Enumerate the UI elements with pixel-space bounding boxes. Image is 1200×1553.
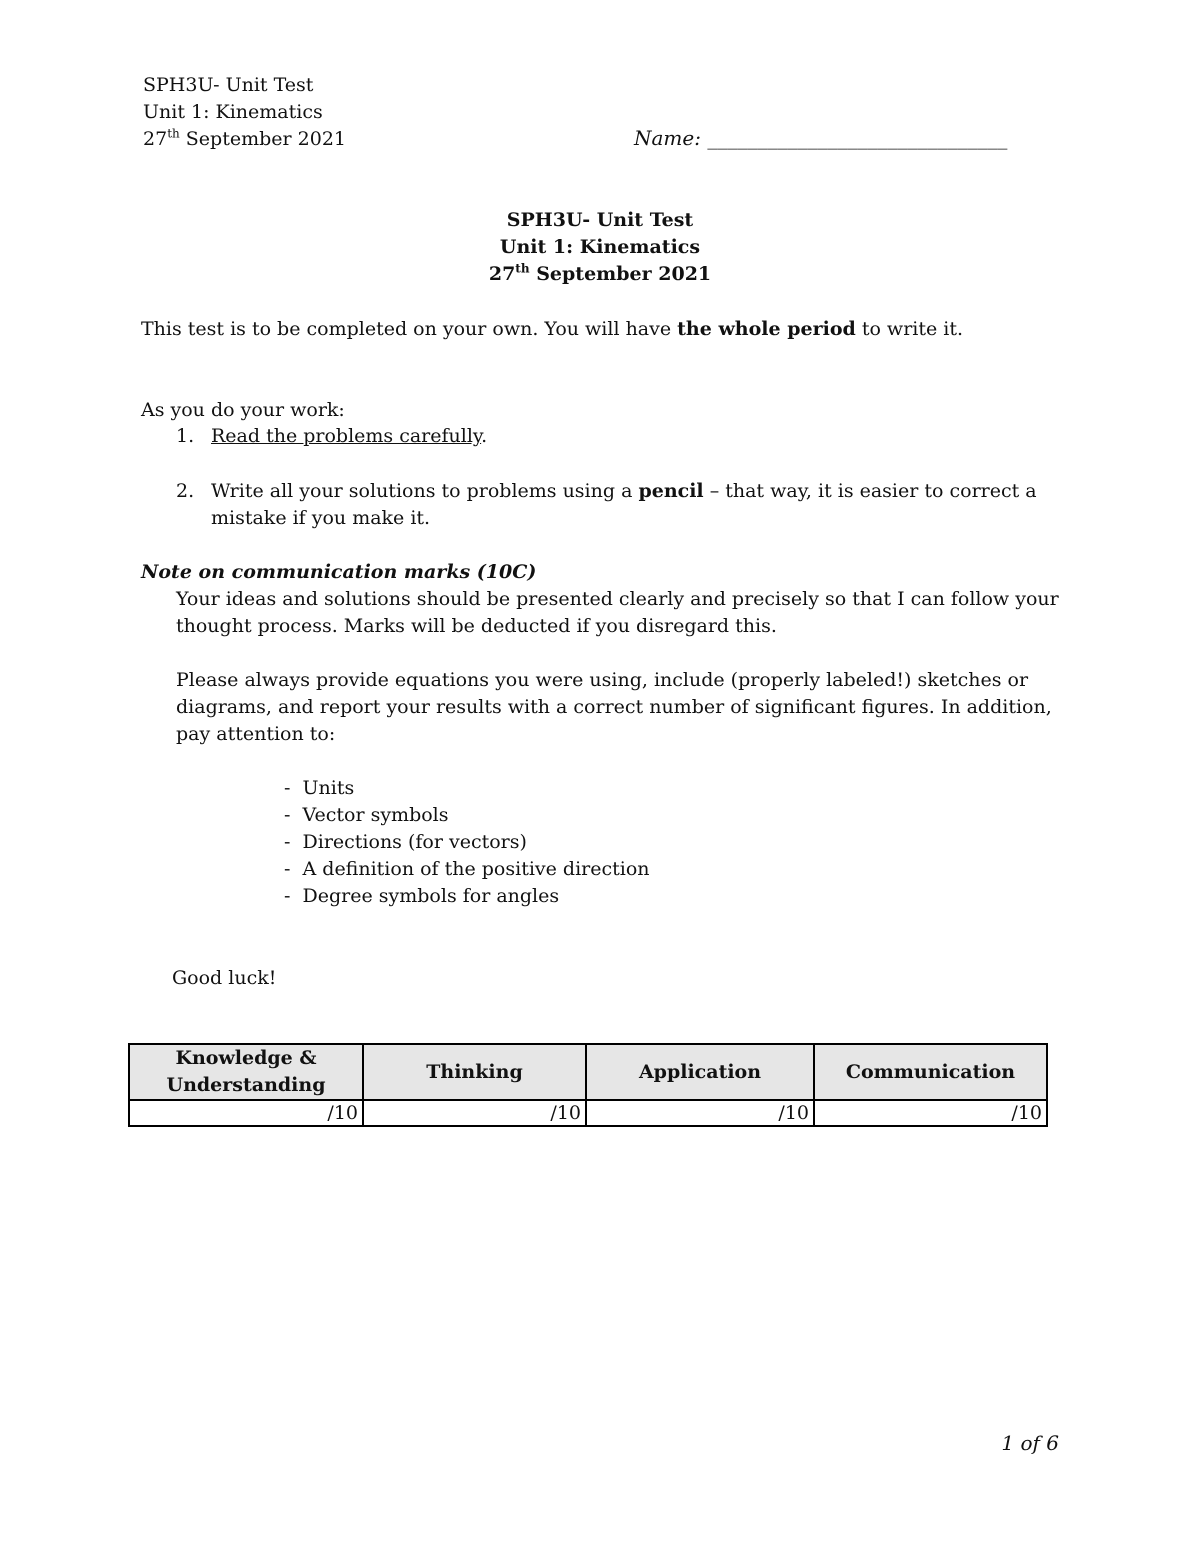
- list-item-2-cont: mistake if you make it.: [211, 507, 431, 529]
- table-header-row: [129, 1044, 1047, 1100]
- header-unit: Unit 1: Kinematics: [143, 101, 323, 123]
- page-title: [0, 207, 1200, 288]
- header-application: Application: [586, 1044, 814, 1100]
- header-thinking: Thinking: [363, 1044, 586, 1100]
- title-course: SPH3U- Unit Test: [506, 209, 694, 231]
- name-field-label: Name: ______________________________: [634, 126, 1008, 150]
- list-item: - Degree symbols for angles: [284, 885, 560, 907]
- title-date: 27th September 2021: [488, 261, 712, 285]
- attention-list: [284, 775, 650, 910]
- list-item-2: 2. Write all your solutions to problems using a pencil – that way, it is easier to correct a: [176, 480, 1037, 502]
- work-lead: As you do your work:: [141, 399, 345, 421]
- mark-knowledge: /10: [129, 1100, 363, 1126]
- marks-table: [128, 1043, 1048, 1127]
- intro-paragraph: This test is to be completed on your own. You will have the whole period to write it.: [141, 318, 964, 340]
- header-knowledge: Knowledge & Understanding: [129, 1044, 363, 1100]
- list-item: - Units: [284, 777, 355, 799]
- list-item: - A definition of the positive direction: [284, 858, 650, 880]
- header-date: 27th September 2021: [143, 126, 346, 150]
- header-course: SPH3U- Unit Test: [143, 74, 314, 96]
- mark-application: /10: [586, 1100, 814, 1126]
- header-block: [143, 72, 346, 153]
- header-communication: Communication: [814, 1044, 1047, 1100]
- mark-thinking: /10: [363, 1100, 586, 1126]
- list-item: - Directions (for vectors): [284, 831, 527, 853]
- page-number: 1 of 6: [1001, 1431, 1059, 1455]
- mark-communication: /10: [814, 1100, 1047, 1126]
- note-paragraph-1: Your ideas and solutions should be presented clearly and precisely so that I can follow your thought process. Marks will be deducted if you disregard this.: [176, 588, 1059, 637]
- closing-text: Good luck!: [172, 967, 277, 989]
- list-item-1: 1. Read the problems carefully.: [176, 425, 488, 447]
- note-heading: Note on communication marks (10C): [141, 561, 537, 583]
- list-item: - Vector symbols: [284, 804, 449, 826]
- table-row: [129, 1100, 1047, 1126]
- note-paragraph-2: Please always provide equations you were using, include (properly labeled!) sketches or diagrams, and report your results with a correct number of significant figures. In addition, pay attention to:: [176, 669, 1052, 745]
- title-unit: Unit 1: Kinematics: [499, 236, 701, 258]
